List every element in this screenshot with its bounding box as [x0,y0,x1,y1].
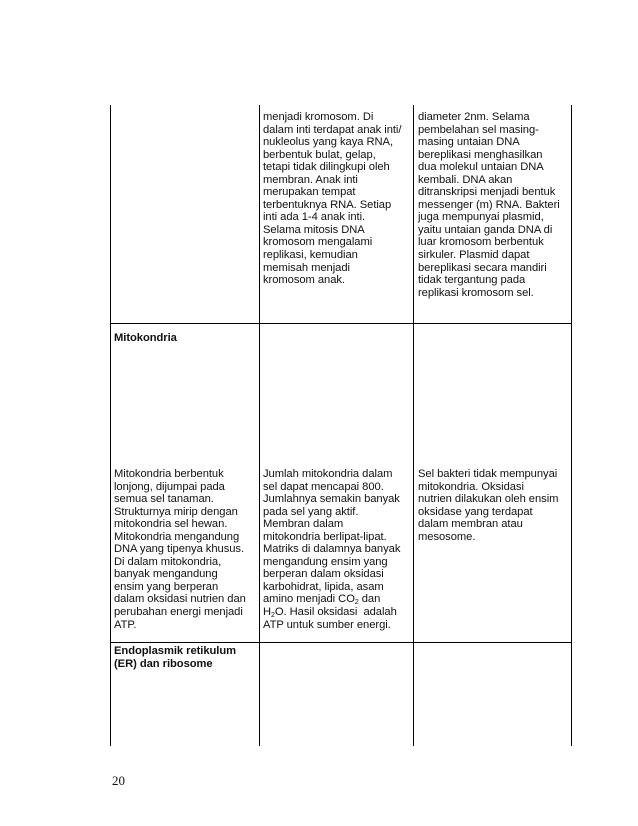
table-row-divider [110,642,572,643]
mitochondria-bacteria-cell: Sel bakteri tidak mempunyai mitokondria. Oksidasi nutrien dilakukan oleh ensim oksidase yang terdapat dalam membran atau mesosome. [418,468,559,543]
mito-line: Membran dalam [263,518,344,531]
mito-line: pada sel yang aktif. [263,505,359,518]
mitochondria-animal-cell [263,468,413,631]
mito-line: Matriks di dalamnya banyak [263,543,401,556]
table-row-divider [110,323,572,324]
nucleus-animal-cell: menjadi kromosom. Di dalam inti terdapat anak inti/ nukleolus yang kaya RNA, berbentuk bulat, gelap, tetapi tidak dilingkupi oleh membran. Anak inti merupakan tempat terbentuknya RNA. Setiap inti ada 1-4 anak inti. Selama mitosis DNA kromosom mengalami replikasi, kemudian memisah menjadi kromosom anak. [263,111,402,287]
mito-line: sel dapat mencapai 800. [263,480,384,493]
mito-line-co2: amino menjadi $CO_2$ dan [263,593,381,607]
mito-line: Jumlahnya semakin banyak [263,493,400,506]
nucleus-bacteria-cell: diameter 2nm. Selama pembelahan sel masing- masing untaian DNA bereplikasi menghasilkan dua molekul untaian DNA kembali. DNA akan ditranskripsi menjadi bentuk messenger (m) RNA. Bakteri juga mempunyai plasmid, yaitu untaian ganda DNA di luar kromosom berbentuk sirkuler. Plasmid dapat bereplikasi secara mandiri tidak tergantung pada replikasi kromosom sel. [418,111,560,299]
mito-line-h2o: $H_2O$. Hasil oksidasi adalah [263,606,397,620]
table-border-left [110,105,111,746]
mito-line: ATP untuk sumber energi. [263,618,391,631]
mito-line: karbohidrat, lipida, asam [263,580,384,593]
section-heading-er-ribosome: Endoplasmik retikulum (ER) dan ribosome [114,645,237,670]
mitochondria-plant-cell: Mitokondria berbentuk lonjong, dijumpai pada semua sel tanaman. Strukturnya mirip dengan mitokondria sel hewan. Mitokondria mengandung DNA yang tipenya khusus. Di dalam mitokondria, banyak mengandung ensim yang berperan dalam oksidasi nutrien dan perubahan energi menjadi ATP. [114,468,246,631]
page-number: 20 [112,773,125,788]
mito-line: mitokondria berlipat-lipat. [263,530,387,543]
table-border-col3 [413,105,414,746]
section-heading-mitokondria: Mitokondria [114,332,177,344]
mito-line: Jumlah mitokondria dalam [263,468,393,480]
mito-line: mengandung ensim yang [263,555,388,568]
table-border-right [571,105,572,746]
mito-line: berperan dalam oksidasi [263,568,384,581]
table-border-col2 [259,105,260,746]
